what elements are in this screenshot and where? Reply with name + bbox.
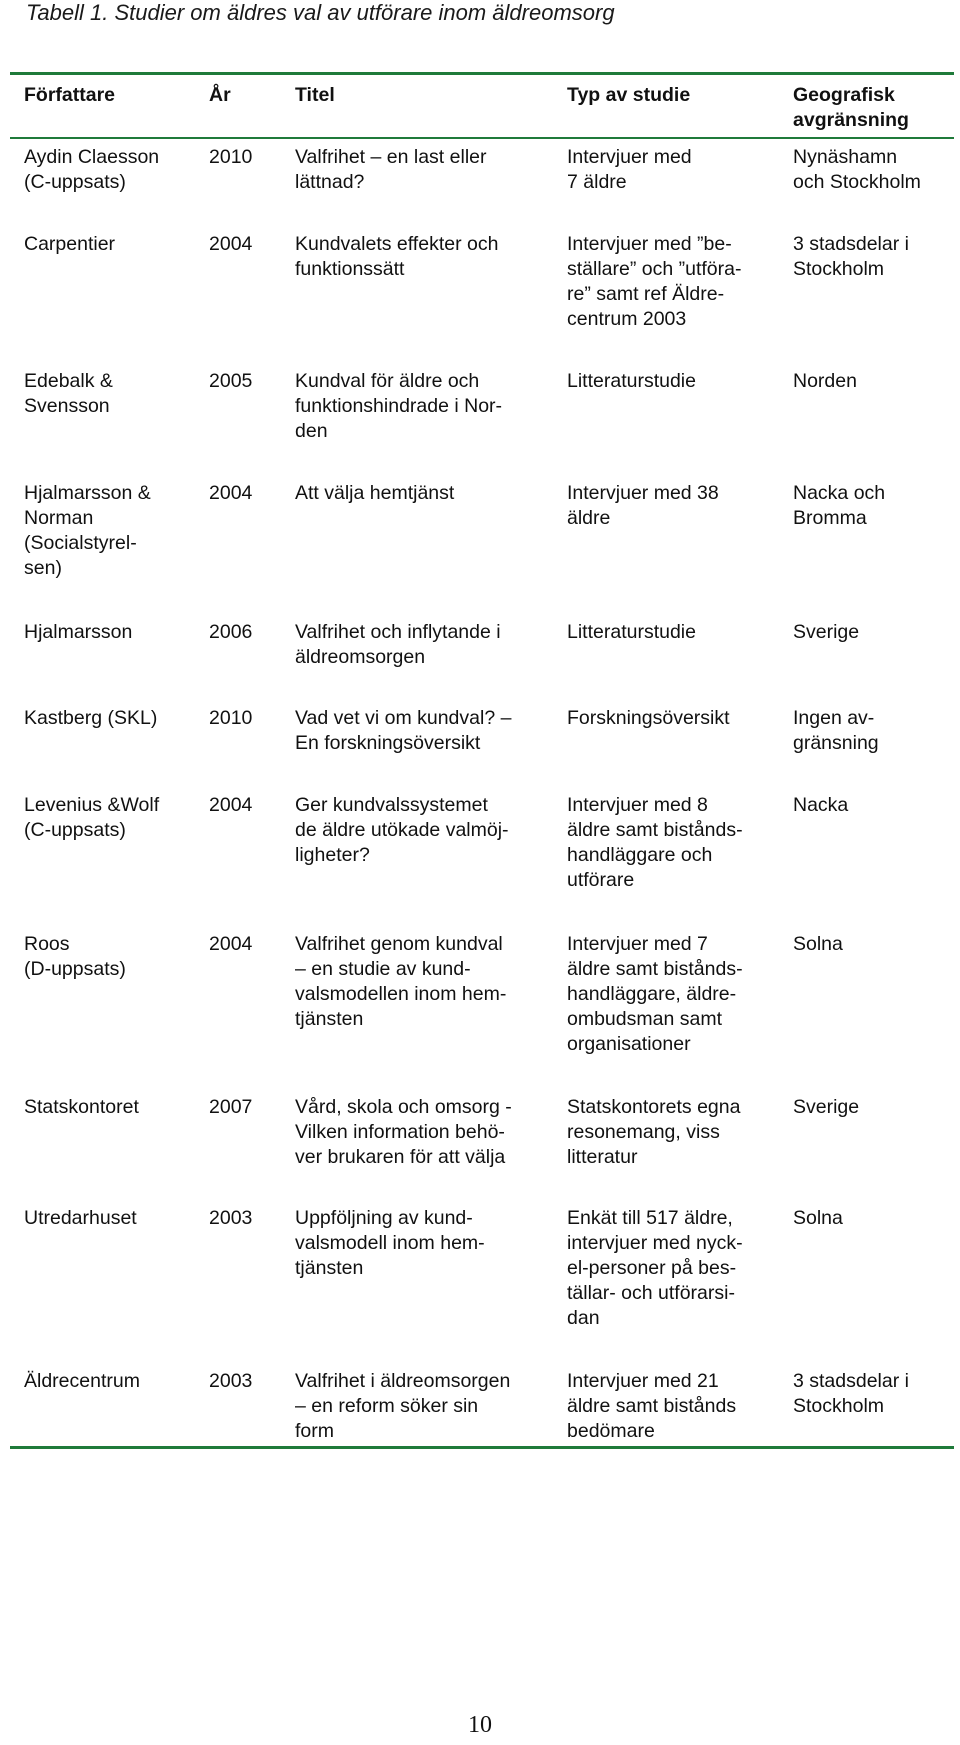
cell-geography: Ingen av- gränsning	[793, 707, 879, 754]
cell-year: 2005	[209, 370, 253, 392]
header-year: År	[209, 84, 231, 106]
cell-author: Hjalmarsson & Norman (Socialstyrel- sen)	[24, 482, 151, 579]
cell-study-type: Forskningsöversikt	[567, 707, 730, 729]
cell-author: Levenius &Wolf (C-uppsats)	[24, 794, 160, 841]
cell-year: 2010	[209, 146, 253, 168]
cell-year: 2004	[209, 482, 253, 504]
cell-study-type: Intervjuer med 8 äldre samt bistånds- handläggare och utförare	[567, 794, 743, 891]
cell-study-type: Intervjuer med 38 äldre	[567, 482, 719, 529]
cell-geography: Sverige	[793, 621, 860, 643]
cell-title: Att välja hemtjänst	[295, 482, 455, 504]
cell-study-type: Intervjuer med 7 äldre samt bistånds- handläggare, äldre- ombudsman samt organisationer	[567, 933, 743, 1055]
cell-title: Valfrihet i äldreomsorgen – en reform söker sin form	[295, 1370, 511, 1442]
page-number: 10	[468, 1712, 492, 1738]
cell-author: Edebalk & Svensson	[24, 370, 113, 417]
cell-author: Statskontoret	[24, 1096, 139, 1118]
cell-year: 2007	[209, 1096, 253, 1118]
cell-title: Ger kundvalssystemet de äldre utökade valmöj- ligheter?	[295, 794, 509, 866]
table-bottom-rule	[10, 1446, 954, 1449]
cell-author: Äldrecentrum	[24, 1370, 140, 1392]
cell-study-type: Intervjuer med 21 äldre samt bistånds bedömare	[567, 1370, 737, 1442]
header-study-type: Typ av studie	[567, 84, 691, 106]
cell-geography: Nacka	[793, 794, 849, 816]
cell-geography: Nynäshamn och Stockholm	[793, 146, 921, 193]
cell-title: Kundvalets effekter och funktionssätt	[295, 233, 499, 280]
header-geography: Geografisk avgränsning	[793, 84, 909, 131]
cell-title: Kundval för äldre och funktionshindrade i Nor- den	[295, 370, 503, 442]
cell-year: 2004	[209, 933, 253, 955]
cell-author: Aydin Claesson (C-uppsats)	[24, 146, 160, 193]
cell-author: Hjalmarsson	[24, 621, 133, 643]
cell-author: Kastberg (SKL)	[24, 707, 158, 729]
cell-study-type: Litteraturstudie	[567, 621, 696, 643]
cell-geography: Sverige	[793, 1096, 860, 1118]
cell-title: Valfrihet – en last eller lättnad?	[295, 146, 487, 193]
cell-author: Utredarhuset	[24, 1207, 137, 1229]
cell-year: 2010	[209, 707, 253, 729]
cell-year: 2003	[209, 1207, 253, 1229]
table-caption: Tabell 1. Studier om äldres val av utförare inom äldreomsorg	[26, 0, 615, 25]
cell-year: 2004	[209, 233, 253, 255]
cell-title: Vård, skola och omsorg - Vilken information behö- ver brukaren för att välja	[295, 1096, 512, 1168]
cell-author: Roos (D-uppsats)	[24, 933, 126, 980]
cell-study-type: Litteraturstudie	[567, 370, 696, 392]
cell-title: Uppföljning av kund- valsmodell inom hem- tjänsten	[295, 1207, 485, 1279]
cell-title: Valfrihet och inflytande i äldreomsorgen	[295, 621, 501, 668]
table-top-rule	[10, 72, 954, 75]
cell-title: Vad vet vi om kundval? – En forskningsöversikt	[295, 707, 512, 754]
cell-geography: Solna	[793, 933, 843, 955]
header-title: Titel	[295, 84, 335, 106]
cell-geography: 3 stadsdelar i Stockholm	[793, 1370, 909, 1417]
cell-study-type: Intervjuer med 7 äldre	[567, 146, 692, 193]
cell-geography: Norden	[793, 370, 857, 392]
cell-study-type: Statskontorets egna resonemang, viss litteratur	[567, 1096, 741, 1168]
header-author: Författare	[24, 84, 116, 106]
cell-year: 2004	[209, 794, 253, 816]
table-header-rule	[10, 137, 954, 139]
cell-geography: 3 stadsdelar i Stockholm	[793, 233, 909, 280]
cell-author: Carpentier	[24, 233, 116, 255]
cell-geography: Solna	[793, 1207, 843, 1229]
cell-year: 2003	[209, 1370, 253, 1392]
cell-year: 2006	[209, 621, 253, 643]
cell-study-type: Enkät till 517 äldre, intervjuer med nyck- el-personer på bes- tällar- och utförarsi- dan	[567, 1207, 743, 1329]
cell-study-type: Intervjuer med ”be- ställare” och ”utföra- re” samt ref Äldre- centrum 2003	[567, 233, 742, 330]
cell-geography: Nacka och Bromma	[793, 482, 886, 529]
cell-title: Valfrihet genom kundval – en studie av kund- valsmodellen inom hem- tjänsten	[295, 933, 507, 1030]
